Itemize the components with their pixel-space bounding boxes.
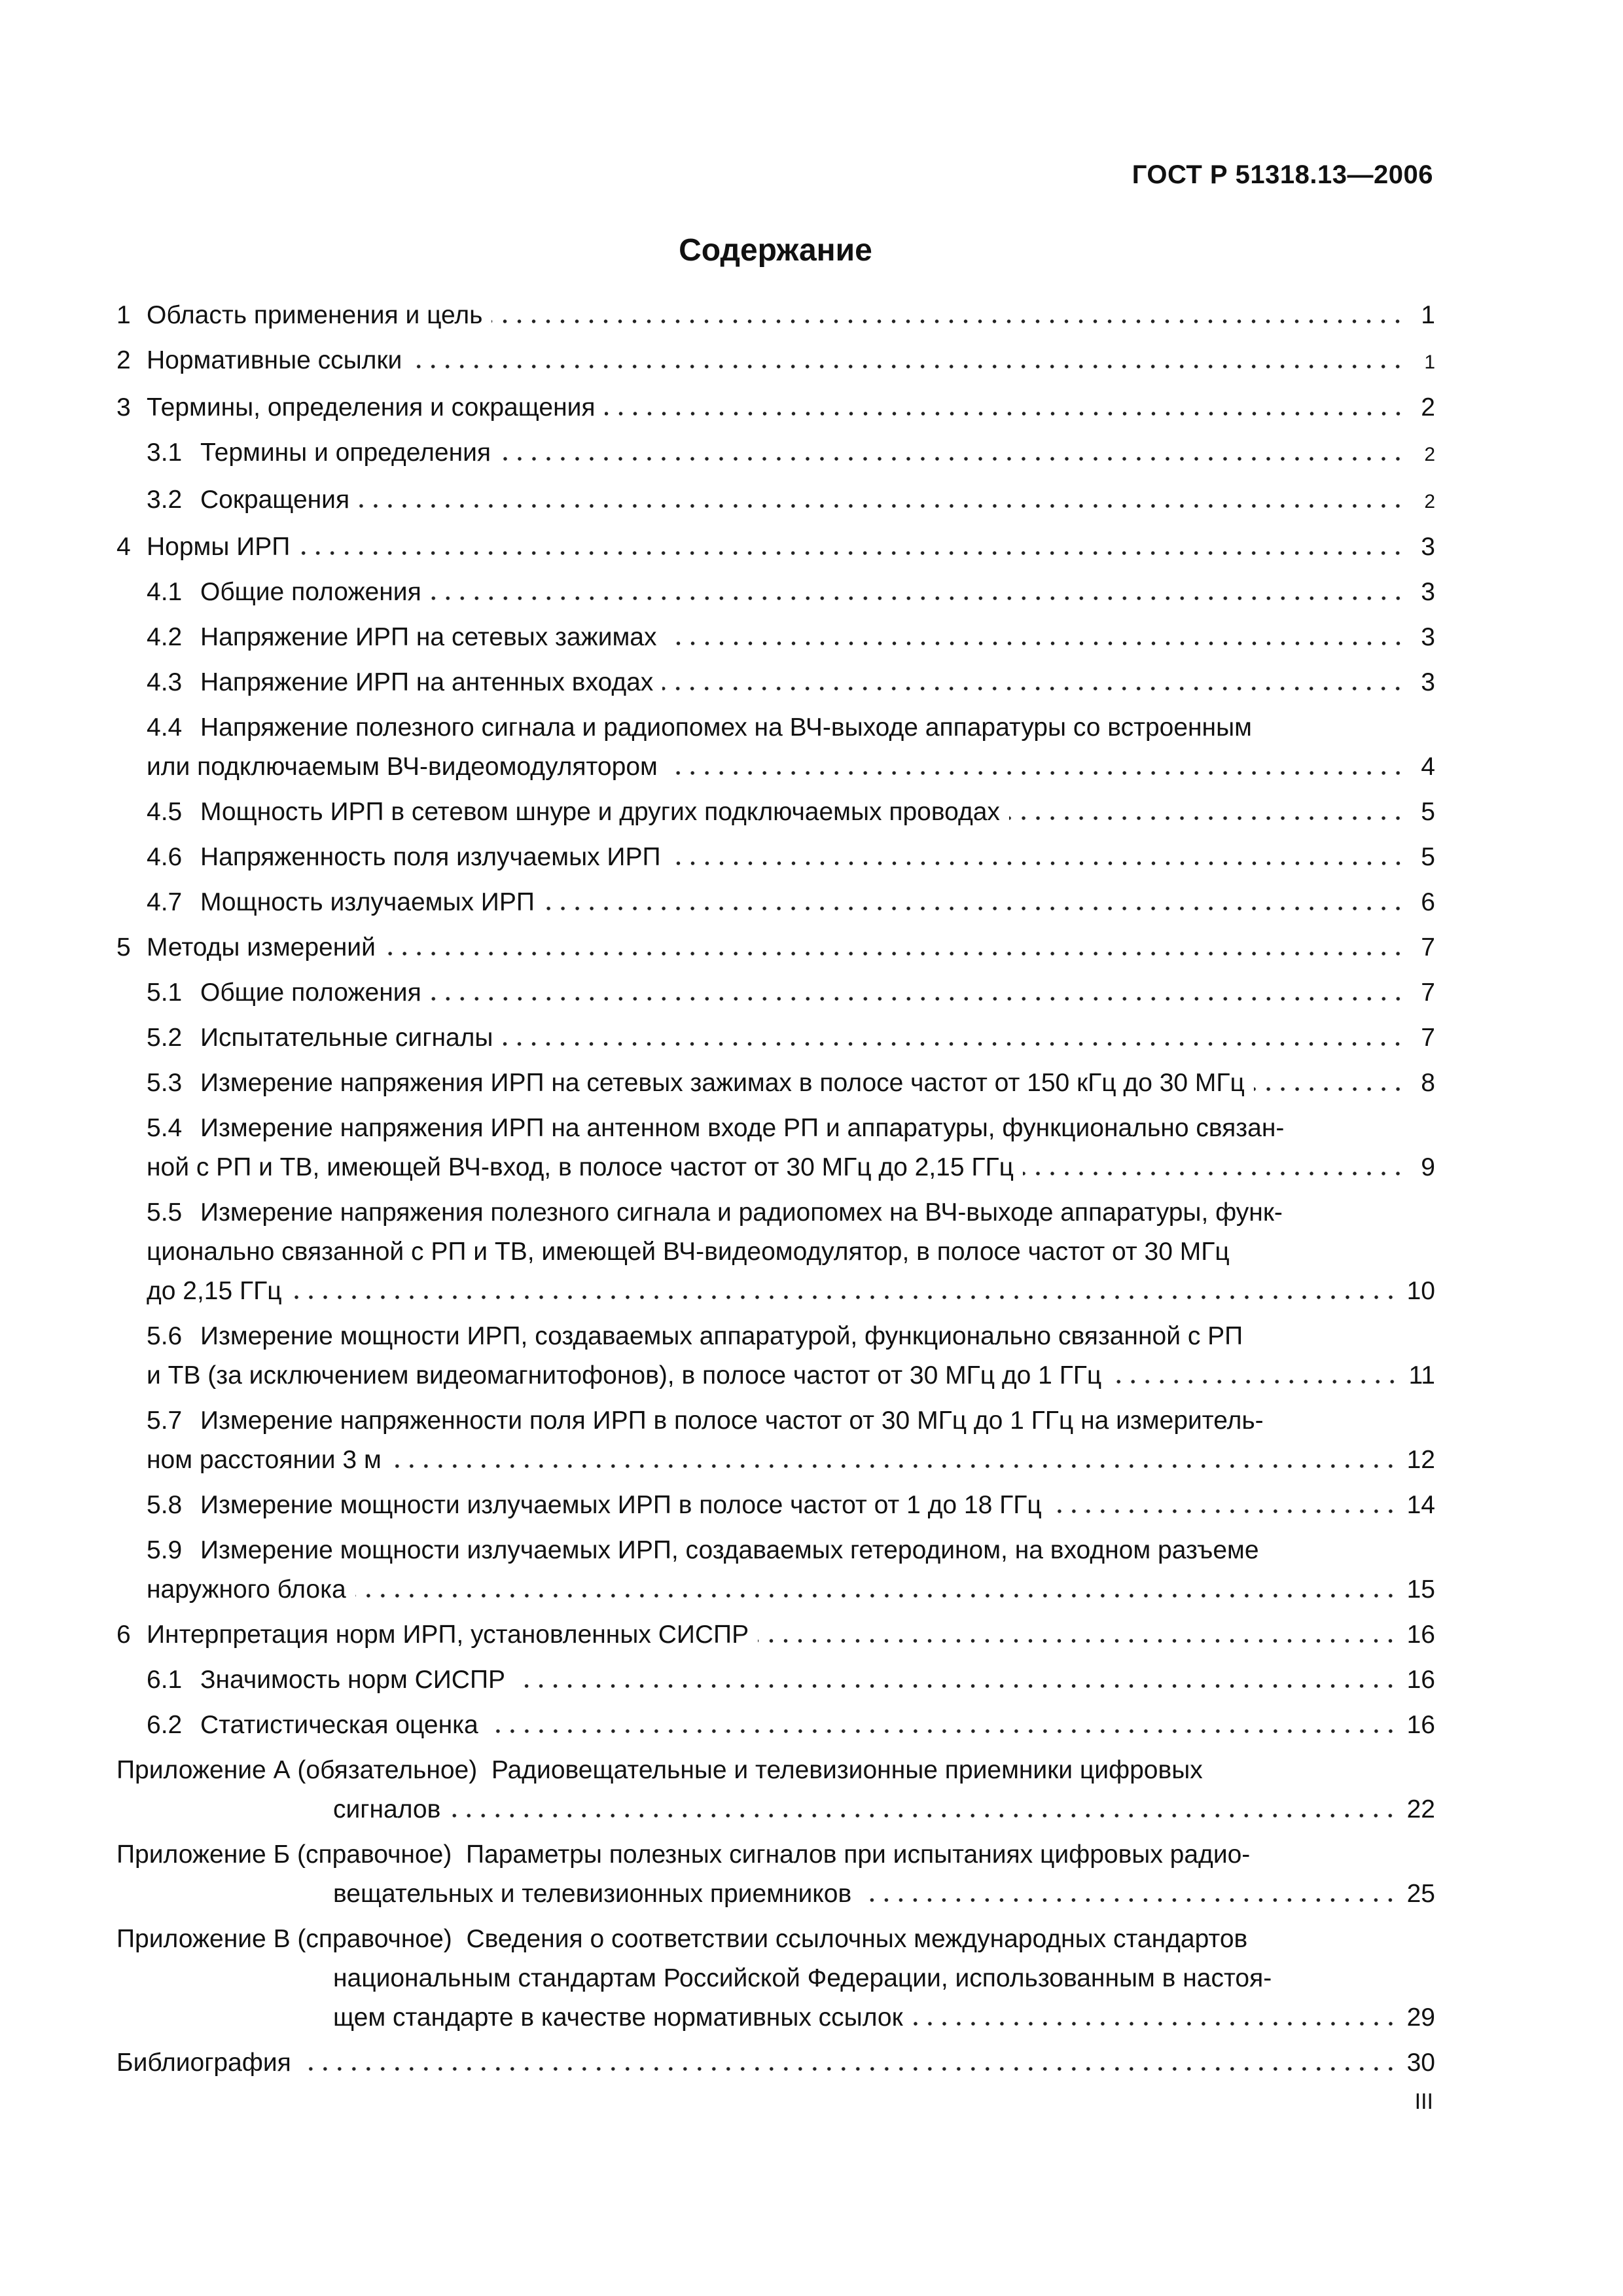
toc-entry[interactable] [116,388,1435,427]
toc-entry-number: 5.2 [147,1024,183,1052]
toc-entry-number: 4.7 [147,888,183,916]
toc-entry-number: 3.2 [147,486,183,514]
dot-leader [861,1898,1397,1902]
dot-leader [1051,1509,1398,1513]
appendix-label: Приложение В (справочное) [116,1925,452,1953]
toc-entry-number: 6 [116,1621,131,1649]
toc-entry-number: 4.3 [147,668,183,696]
toc-entry[interactable] [116,528,1435,567]
dot-leader [667,771,1405,775]
toc-entry[interactable] [116,1193,1435,1311]
toc-entry[interactable] [116,480,1435,522]
toc-entry-number: 5.3 [147,1069,183,1097]
toc-entry[interactable] [116,1401,1435,1480]
toc-entry[interactable] [116,1317,1435,1395]
dot-leader [1009,816,1405,820]
document-code: ГОСТ Р 51318.13—2006 [1132,160,1433,189]
toc-entry-page: 3 [1421,533,1435,561]
toc-entry-title-line: Измерение напряженности поля ИРП в полосе частот от 30 МГц до 1 ГГц на измеритель- [200,1407,1264,1435]
toc-entry-title: Напряжение ИРП на антенных входах [200,668,654,696]
toc-entry-number: 4.2 [147,623,183,651]
toc-entry-title: Испытательные сигналы [200,1024,493,1052]
toc-entry-number: 5 [116,933,131,961]
page-title: Содержание [679,233,872,268]
toc-entry-title: Библиография [116,2049,291,2077]
toc-entry-page: 2 [1424,491,1435,512]
dot-leader [355,1594,1398,1598]
toc-entry-title: Интерпретация норм ИРП, установленных СИСПР [147,1621,749,1649]
toc-entry-page: 2 [1424,444,1435,465]
toc-entry-number: 5.1 [147,978,183,1007]
toc-entry-page: 14 [1406,1491,1435,1519]
toc-entry-number: 5.5 [147,1198,183,1227]
toc-entry-number: 5.9 [147,1536,183,1564]
toc-entry-page: 6 [1421,888,1435,916]
toc-entry[interactable] [116,1486,1435,1525]
toc-entry-title: Нормы ИРП [147,533,291,561]
toc-entry-number: 5.7 [147,1407,183,1435]
toc-entry-title: Методы измерений [147,933,376,961]
dot-leader [514,1684,1398,1688]
dot-leader [662,687,1405,691]
toc-entry[interactable] [116,1531,1435,1609]
toc-entry-page: 16 [1406,1666,1435,1694]
toc-entry[interactable] [116,618,1435,657]
toc-entry[interactable] [116,1064,1435,1103]
toc-entry-title: Нормативные ссылки [147,346,402,374]
dot-leader [300,2067,1398,2071]
toc-entry[interactable] [116,883,1435,922]
toc-entry-number: 4 [116,533,131,561]
dot-leader [670,861,1405,865]
toc-entry-page: 8 [1421,1069,1435,1097]
dot-leader [605,412,1405,416]
toc-entry-title-line: Параметры полезных сигналов при испытаниях цифровых радио- [466,1840,1251,1869]
toc-entry-number: 3.1 [147,439,183,467]
toc-entry-page: 5 [1421,798,1435,826]
toc-entry-page: 16 [1406,1711,1435,1739]
toc-appendix-b[interactable] [116,1835,1435,1914]
toc-entry-title: Измерение напряжения ИРП на сетевых зажимах в полосе частот от 150 кГц до 30 МГц [200,1069,1245,1097]
toc-entry-title: Сокращения [200,486,350,514]
dot-leader [491,319,1405,323]
dot-leader [500,457,1405,461]
toc-entry[interactable] [116,708,1435,787]
toc-entry-number: 5.4 [147,1114,183,1142]
dot-leader [291,1295,1398,1299]
toc-entry-number: 4.1 [147,578,183,606]
toc-entry-page: 7 [1421,978,1435,1007]
dot-leader [1111,1380,1399,1384]
toc-entry-page: 16 [1406,1621,1435,1649]
toc-entry-number: 2 [116,346,131,374]
toc-entry-page: 3 [1421,623,1435,651]
toc-entry-page: 10 [1406,1277,1435,1305]
toc-entry-page: 22 [1406,1795,1435,1823]
toc-entry[interactable] [116,573,1435,612]
dot-leader [758,1639,1398,1643]
toc-entry-title-line: национальным стандартам Российской Федерации, использованным в настоя- [333,1964,1272,1992]
toc-entry-title-line: Измерение мощности ИРП, создаваемых аппаратурой, функционально связанной с РП [200,1322,1243,1350]
toc-entry-title: Статистическая оценка [200,1711,478,1739]
toc-entry-number: 4.5 [147,798,183,826]
toc-entry-title: Измерение мощности излучаемых ИРП в полосе частот от 1 до 18 ГГц [200,1491,1042,1519]
toc-entry-number: 5.6 [147,1322,183,1350]
toc-entry-page: 15 [1406,1575,1435,1604]
toc-entry-title: Напряженность поля излучаемых ИРП [200,843,661,871]
toc-entry-page: 9 [1421,1153,1435,1181]
toc-entry-number: 3 [116,393,131,422]
toc-entry-number: 4.6 [147,843,183,871]
toc-entry-title: Мощность ИРП в сетевом шнуре и других подключаемых проводах [200,798,1000,826]
toc-entry[interactable] [116,1615,1435,1655]
toc-entry-title-line: Напряжение полезного сигнала и радиопомех на ВЧ-выходе аппаратуры со встроенным [200,713,1252,742]
toc-entry-title: Мощность излучаемых ИРП [200,888,535,916]
dot-leader [299,551,1405,555]
dot-leader [488,1729,1398,1733]
page-number: III [1414,2089,1433,2114]
toc-entry-page: 5 [1421,843,1435,871]
toc-entry-title-line: вещательных и телевизионных приемников [333,1880,852,1908]
toc-entry-number: 4.4 [147,713,183,742]
toc-entry-title-line: сигналов [333,1795,441,1823]
toc-entry-title: Общие положения [200,978,421,1007]
table-of-contents [116,296,1435,2089]
toc-entry-title-line: и ТВ (за исключением видеомагнитофонов), в полосе частот от 30 МГц до 1 ГГц [147,1361,1102,1390]
toc-entry-page: 11 [1408,1361,1435,1390]
toc-entry[interactable] [116,1660,1435,1700]
dot-leader [385,952,1405,956]
toc-entry[interactable] [116,838,1435,877]
dot-leader [450,1814,1397,1818]
toc-appendix-v[interactable] [116,1920,1435,2037]
dot-leader [391,1464,1398,1468]
toc-entry-title-line: Сведения о соответствии ссылочных международных стандартов [466,1925,1248,1953]
dot-leader [912,2022,1398,2026]
toc-entry-title-line: Радиовещательные и телевизионные приемники цифровых [491,1756,1203,1784]
toc-entry-page: 1 [1424,351,1435,373]
dot-leader [411,365,1405,368]
toc-entry-title-line: Измерение напряжения полезного сигнала и радиопомех на ВЧ-выходе аппаратуры, функ- [200,1198,1283,1227]
toc-entry-title: Значимость норм СИСПР [200,1666,506,1694]
dot-leader [1254,1087,1405,1091]
toc-entry-page: 30 [1406,2049,1435,2077]
toc-entry-page: 3 [1421,578,1435,606]
toc-entry-title-line: наружного блока [147,1575,346,1604]
toc-entry[interactable] [116,663,1435,702]
toc-entry-page: 7 [1421,1024,1435,1052]
toc-entry-title: Термины, определения и сокращения [147,393,596,422]
toc-entry-number: 6.1 [147,1666,183,1694]
dot-leader [502,1042,1405,1046]
toc-entry-page: 25 [1406,1880,1435,1908]
toc-entry[interactable] [116,433,1435,475]
toc-bibliography[interactable] [116,2043,1435,2083]
dot-leader [1023,1172,1405,1175]
toc-entry-number: 6.2 [147,1711,183,1739]
toc-entry-title-line: или подключаемым ВЧ-видеомодулятором [147,753,658,781]
toc-entry-number: 5.8 [147,1491,183,1519]
dot-leader [666,641,1406,645]
toc-entry-title: Область применения и цель [147,301,483,329]
toc-entry-title-line: до 2,15 ГГц [147,1277,282,1305]
toc-appendix-a[interactable] [116,1751,1435,1829]
toc-entry-page: 7 [1421,933,1435,961]
toc-entry[interactable] [116,1018,1435,1058]
toc-entry-title: Общие положения [200,578,421,606]
toc-entry-title: Напряжение ИРП на сетевых зажимах [200,623,657,651]
dot-leader [544,906,1405,910]
toc-entry-title-line: ционально связанной с РП и ТВ, имеющей ВЧ-видеомодулятор, в полосе частот от 30 МГц [147,1238,1230,1266]
dot-leader [359,504,1405,508]
dot-leader [431,596,1405,600]
toc-entry-title-line: щем стандарте в качестве нормативных ссылок [333,2003,903,2032]
toc-entry-title-line: Измерение мощности излучаемых ИРП, создаваемых гетеродином, на входном разъеме [200,1536,1259,1564]
toc-entry-title-line: Измерение напряжения ИРП на антенном входе РП и аппаратуры, функционально связан- [200,1114,1285,1142]
toc-entry-title-line: ном расстоянии 3 м [147,1446,382,1474]
toc-entry-page: 2 [1421,393,1435,422]
appendix-label: Приложение Б (справочное) [116,1840,452,1869]
toc-entry[interactable] [116,341,1435,382]
toc-entry-page: 3 [1421,668,1435,696]
toc-entry[interactable] [116,296,1435,335]
toc-entry[interactable] [116,928,1435,967]
dot-leader [431,997,1405,1001]
appendix-label: Приложение А (обязательное) [116,1756,478,1784]
toc-entry[interactable] [116,793,1435,832]
toc-entry-title: Термины и определения [200,439,491,467]
toc-entry-page: 12 [1406,1446,1435,1474]
toc-entry-page: 1 [1421,301,1435,329]
toc-entry-page: 29 [1406,2003,1435,2032]
toc-entry[interactable] [116,973,1435,1013]
toc-entry-number: 1 [116,301,131,329]
toc-entry-title-line: ной с РП и ТВ, имеющей ВЧ-вход, в полосе частот от 30 МГц до 2,15 ГГц [147,1153,1014,1181]
toc-entry-page: 4 [1421,753,1435,781]
toc-entry[interactable] [116,1109,1435,1187]
toc-entry[interactable] [116,1706,1435,1745]
